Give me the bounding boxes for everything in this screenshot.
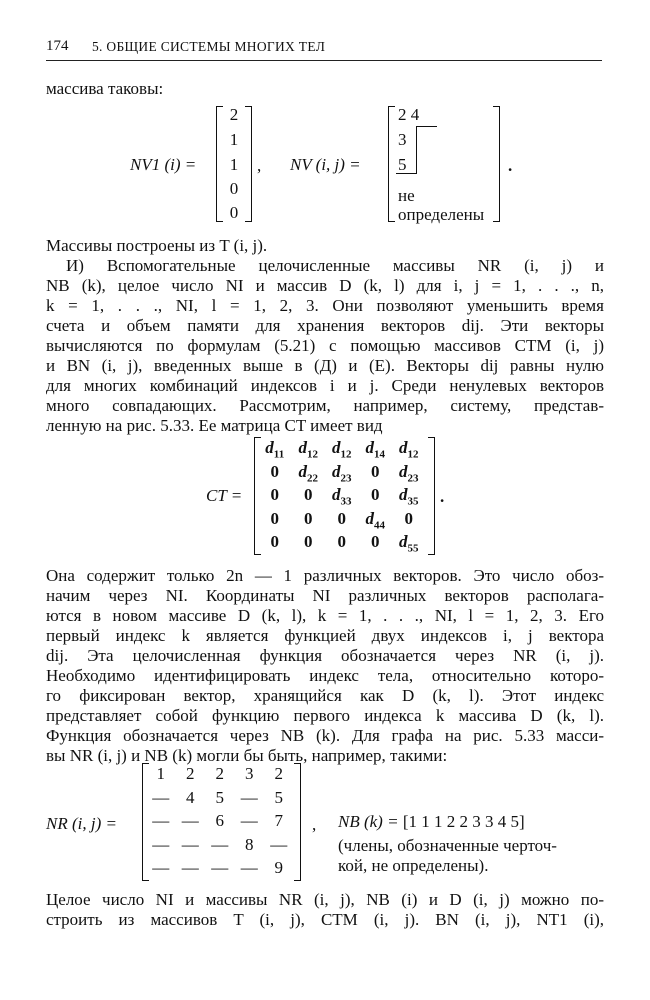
text-line: много совпадающих. Рассмотрим, например, систему, представ- [46, 396, 604, 415]
nv-row-3: 5 [398, 155, 407, 174]
ct-cell: 0 [337, 508, 346, 528]
nr-cell: — [240, 787, 258, 807]
nr-cell: — [240, 811, 258, 830]
ct-cell: 0 [404, 508, 413, 528]
nr-cell: 5 [215, 787, 224, 807]
nv-stair-upper [416, 126, 437, 151]
nb-expression [338, 812, 525, 832]
nr-cell: 4 [186, 787, 195, 807]
nr-cell: 5 [274, 787, 283, 807]
text-line: Она содержит только 2n — 1 различных векторов. Это число обоз- [46, 566, 604, 585]
text-line: и BN (i, j), введенных выше в (Д) и (Е). Векторы dij равны нулю [46, 356, 604, 375]
nv1-right-bracket [245, 106, 252, 222]
nv1-label: NV1 (i) = [130, 155, 197, 174]
text-line: счета и объем памяти для хранения векторов dij. Эти векторы [46, 316, 604, 335]
ct-cell: $d_{22}$ [298, 461, 318, 484]
text-line: NB (k), целое число NI и массив D (k, l) для i, j = 1, . . ., n, [46, 276, 604, 295]
ct-cell: 0 [270, 508, 279, 528]
ct-cell: 0 [304, 485, 313, 504]
ct-cell: $d_{12}$ [298, 438, 318, 461]
nr-cell: — [152, 858, 170, 877]
text-line: ленную на рис. 5.33. Ее матрица CT имеет вид [46, 416, 383, 435]
nv-stair-lower [396, 150, 417, 174]
nv-row-1: 2 4 [398, 105, 420, 124]
text-line: вычисляются по формулам (5.21) с помощью массивов CTM (i, j) [46, 336, 604, 355]
ct-label: CT = [206, 486, 243, 505]
text-line: Функция обозначается через NB (k). Для графа на рис. 5.33 масси- [46, 726, 604, 745]
nr-cell: 7 [274, 811, 283, 830]
nr-label: NR (i, j) = [46, 814, 117, 833]
nr-comma: , [312, 815, 317, 834]
text-line: Массивы построены из T (i, j). [46, 236, 268, 255]
text-line: строить из массивов T (i, j), CTM (i, j). BN (i, j), NT1 (i), [46, 910, 604, 929]
nv1-value: 2 [229, 105, 239, 124]
ct-cell: 0 [337, 532, 346, 551]
ct-cell: $d_{44}$ [365, 508, 385, 531]
nb-values: [1 1 1 2 2 3 3 4 5] [402, 812, 525, 831]
nr-cell: — [181, 811, 199, 830]
nr-cell: 3 [245, 764, 254, 783]
nv-undefined-2: определены [398, 205, 485, 224]
ct-cell: $d_{55}$ [399, 532, 419, 555]
text-line: И) Вспомогательные целочисленные массивы NR (i, j) и [66, 256, 604, 275]
nb-label: NB (k) = [338, 812, 399, 831]
nb-note-2: кой, не определены). [338, 856, 489, 875]
nb-note-1: (члены, обозначенные черточ- [338, 836, 557, 855]
nr-cell: 1 [156, 764, 165, 783]
nr-cell: — [152, 834, 170, 854]
nr-right-bracket [294, 763, 301, 881]
nv-left-bracket [388, 106, 395, 222]
header-rule [46, 60, 602, 61]
text-line: Целое число NI и массивы NR (i, j), NB (i) и D (i, j) можно по- [46, 890, 604, 909]
text-line: начим через NI. Координаты NI различных векторов располага- [46, 586, 604, 605]
ct-cell: 0 [270, 461, 279, 481]
ct-right-bracket [428, 437, 435, 555]
text-line: го фиксирован вектор, хранящийся как D (k, l). Этот индекс [46, 686, 604, 705]
ct-cell: $d_{35}$ [399, 485, 419, 508]
ct-cell: $d_{14}$ [365, 438, 385, 461]
nv-period: . [508, 156, 513, 175]
nv1-left-bracket [216, 106, 223, 222]
nv-label: NV (i, j) = [290, 155, 361, 174]
text-line: dij. Эта целочисленная функция обозначается через NR (i, j). [46, 646, 604, 665]
nv1-value: 1 [229, 130, 239, 149]
ct-cell: $d_{12}$ [332, 438, 352, 461]
nr-cell: 2 [186, 764, 195, 783]
nv1-value: 0 [229, 203, 239, 222]
ct-cell: 0 [371, 532, 380, 551]
nv1-comma: , [257, 156, 262, 175]
ct-cell: $d_{23}$ [399, 461, 419, 484]
ct-cell: 0 [270, 532, 279, 551]
text-line: вы NR (i, j) и NB (k) могли бы быть, например, такими: [46, 746, 448, 765]
text-line: представляет собой функцию первого индекса k массива D (k, l). [46, 706, 604, 725]
ct-cell: 0 [371, 461, 380, 481]
nr-cell: — [211, 858, 229, 877]
ct-cell: 0 [304, 508, 313, 528]
nr-cell: — [211, 834, 229, 854]
nr-cell: 9 [274, 858, 283, 877]
nr-cell: 6 [215, 811, 224, 830]
running-header [46, 38, 602, 62]
nv-undefined-1: не [398, 186, 415, 205]
ct-cell: $d_{33}$ [332, 485, 352, 508]
text-line: первый индекс k является функцией двух индексов i, j вектора [46, 626, 604, 645]
nr-cell: 8 [245, 834, 254, 854]
intro-line: массива таковы: [46, 79, 164, 98]
nr-cell: — [181, 834, 199, 854]
nv1-value: 1 [229, 155, 239, 174]
nr-cell: — [152, 787, 170, 807]
nr-cell: — [181, 858, 199, 877]
ct-cell: 0 [304, 532, 313, 551]
text-line: k = 1, . . ., NI, l = 1, 2, 3. Они позволяют уменьшить время [46, 296, 604, 315]
text-line: Необходимо идентифицировать индекс тела, относительно которо- [46, 666, 604, 685]
text-line: ются в новом массиве D (k, l), k = 1, . . ., NI, l = 1, 2, 3. Его [46, 606, 604, 625]
ct-cell: 0 [371, 485, 380, 504]
nv-row-2: 3 [398, 130, 407, 149]
nv1-value: 0 [229, 179, 239, 198]
nr-cell: 2 [274, 764, 283, 783]
text-line: для многих комбинаций индексов i и j. Среди ненулевых векторов [46, 376, 604, 395]
nr-cell: — [240, 858, 258, 877]
ct-cell: $d_{11}$ [265, 438, 285, 461]
nr-cell: 2 [215, 764, 224, 783]
ct-cell: 0 [270, 485, 279, 504]
nr-cell: — [152, 811, 170, 830]
chapter-title: 5. ОБЩИЕ СИСТЕМЫ МНОГИХ ТЕЛ [92, 39, 326, 54]
ct-cell: $d_{12}$ [399, 438, 419, 461]
ct-period: . [440, 487, 445, 506]
nr-cell: — [270, 834, 288, 854]
ct-cell: $d_{23}$ [332, 461, 352, 484]
page-number: 174 [46, 38, 69, 54]
nv-right-bracket [493, 106, 500, 222]
